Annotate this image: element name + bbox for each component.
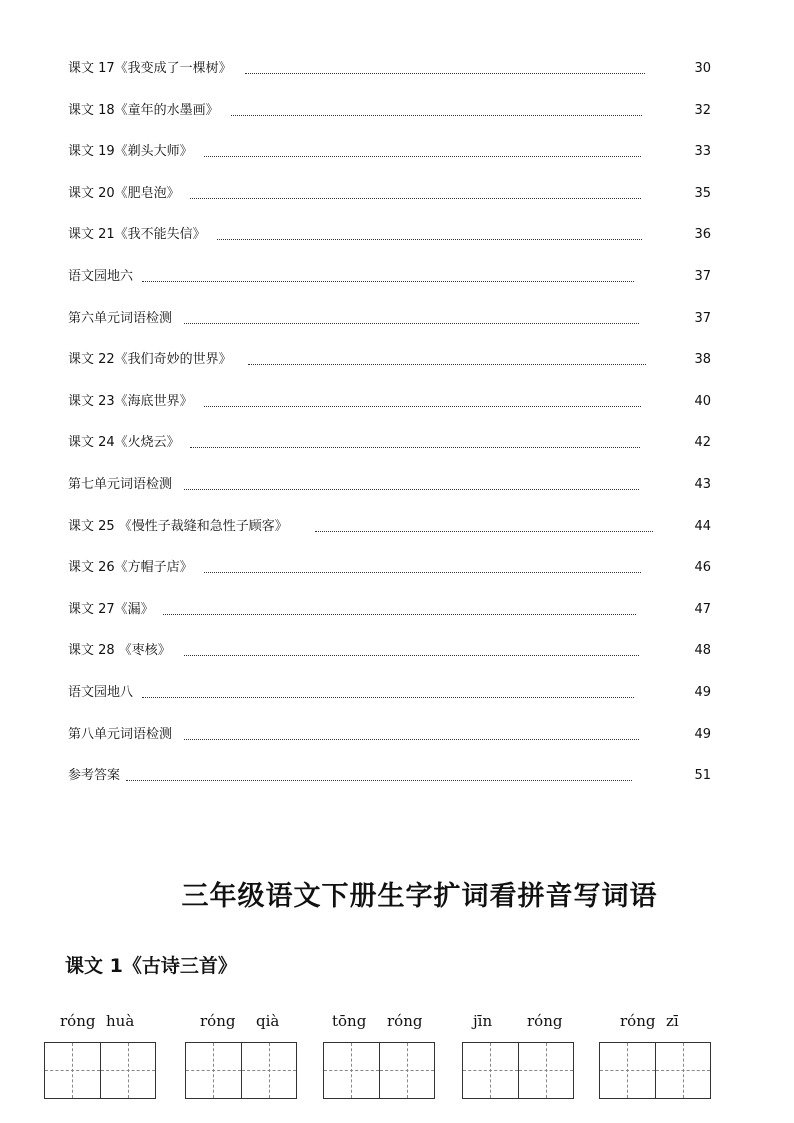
toc-page-number: 48 [694,643,711,659]
writing-box[interactable] [45,1043,100,1098]
writing-box[interactable] [600,1043,655,1098]
pinyin-label [599,1012,711,1034]
toc-leader [204,146,641,157]
pinyin-syllable: zī [666,1012,679,1030]
toc-label: 课文 21《我不能失信》 [68,227,206,243]
writing-box[interactable] [518,1043,573,1098]
writing-box[interactable] [463,1043,518,1098]
toc-row[interactable] [68,596,728,638]
toc-label: 课文 23《海底世界》 [68,393,193,409]
writing-box[interactable] [241,1043,296,1098]
toc-label: 课文 18《童年的水墨画》 [68,102,219,118]
toc-leader [231,105,642,116]
pinyin-label [44,1012,156,1034]
toc-page-number: 43 [694,476,711,492]
toc-label: 课文 24《火烧云》 [68,435,180,451]
toc-label: 第八单元词语检测 [68,726,173,742]
toc-row[interactable] [68,637,728,679]
toc-page-number: 42 [694,435,711,451]
toc-label: 课文 19《剃头大师》 [68,144,193,160]
tianzige-grid [323,1042,435,1099]
toc-leader [217,229,642,240]
toc-leader [126,770,632,781]
toc-page-number: 47 [694,601,711,617]
pinyin-label [462,1012,574,1034]
toc-row[interactable] [68,305,728,347]
toc-leader [204,396,641,407]
worksheet-heading: 三年级语文下册生字扩词看拼音写词语 [181,881,658,912]
toc-label: 语文园地六 [68,268,134,284]
writing-box[interactable] [100,1043,155,1098]
toc-row[interactable] [68,388,728,430]
toc-row[interactable] [68,513,728,555]
toc-label: 参考答案 [68,768,121,784]
toc-row[interactable] [68,679,728,721]
toc-label: 课文 17《我变成了一棵树》 [68,61,232,76]
pinyin-syllable: róng [527,1012,563,1030]
toc-page-number: 38 [694,352,711,368]
toc-leader [142,271,634,282]
toc-row[interactable] [68,138,728,180]
toc-leader [184,645,639,656]
tianzige-grid [185,1042,297,1099]
pinyin-syllable: róng [60,1012,96,1030]
toc-label: 课文 22《我们奇妙的世界》 [68,352,232,368]
toc-label: 语文园地八 [68,684,134,700]
toc-page-number: 44 [694,518,711,534]
toc-leader [204,562,641,573]
toc-page-number: 33 [694,144,711,160]
toc-leader [163,604,636,615]
tianzige-grid [599,1042,711,1099]
table-of-contents [68,55,728,804]
toc-leader [190,188,641,199]
toc-label: 课文 28 《枣核》 [68,643,171,659]
pinyin-syllable: róng [620,1012,656,1030]
toc-page-number: 40 [694,393,711,409]
toc-row[interactable] [68,55,728,97]
pinyin-syllable: qià [256,1012,280,1030]
pinyin-syllable: tōng [332,1012,367,1030]
toc-page-number: 51 [694,768,711,784]
toc-page-number: 35 [694,185,711,201]
toc-page-number: 32 [694,102,711,118]
toc-page-number: 49 [694,726,711,742]
toc-label: 课文 26《方帽子店》 [68,560,193,576]
tianzige-grid [44,1042,156,1099]
toc-leader [184,729,639,740]
toc-row[interactable] [68,471,728,513]
toc-page-number: 37 [694,310,711,326]
lesson-title: 课文 1《古诗三首》 [65,955,237,977]
toc-label: 课文 27《漏》 [68,601,154,617]
pinyin-syllable: jīn [473,1012,493,1030]
toc-leader [184,313,639,324]
tianzige-grid [462,1042,574,1099]
toc-row[interactable] [68,762,728,804]
writing-box[interactable] [655,1043,710,1098]
writing-box[interactable] [186,1043,241,1098]
toc-row[interactable] [68,346,728,388]
toc-row[interactable] [68,721,728,763]
toc-row[interactable] [68,180,728,222]
toc-page-number: 36 [694,227,711,243]
toc-leader [245,63,645,74]
toc-leader [142,687,634,698]
toc-row[interactable] [68,429,728,471]
toc-row[interactable] [68,97,728,139]
toc-row[interactable] [68,263,728,305]
toc-page-number: 37 [694,268,711,284]
writing-box[interactable] [379,1043,434,1098]
toc-page-number: 30 [694,61,711,76]
toc-leader [315,521,653,532]
pinyin-syllable: róng [200,1012,236,1030]
pinyin-label [323,1012,435,1034]
toc-leader [190,437,640,448]
toc-row[interactable] [68,221,728,263]
toc-leader [184,479,639,490]
toc-label: 第六单元词语检测 [68,310,173,326]
pinyin-syllable: róng [387,1012,423,1030]
pinyin-syllable: huà [106,1012,135,1030]
toc-label: 课文 20《肥皂泡》 [68,185,180,201]
toc-label: 第七单元词语检测 [68,476,173,492]
toc-leader [248,354,646,365]
toc-label: 课文 25 《慢性子裁缝和急性子顾客》 [68,518,288,534]
pinyin-label [185,1012,297,1034]
toc-row[interactable] [68,554,728,596]
toc-page-number: 49 [694,684,711,700]
writing-box[interactable] [324,1043,379,1098]
toc-page-number: 46 [694,560,711,576]
